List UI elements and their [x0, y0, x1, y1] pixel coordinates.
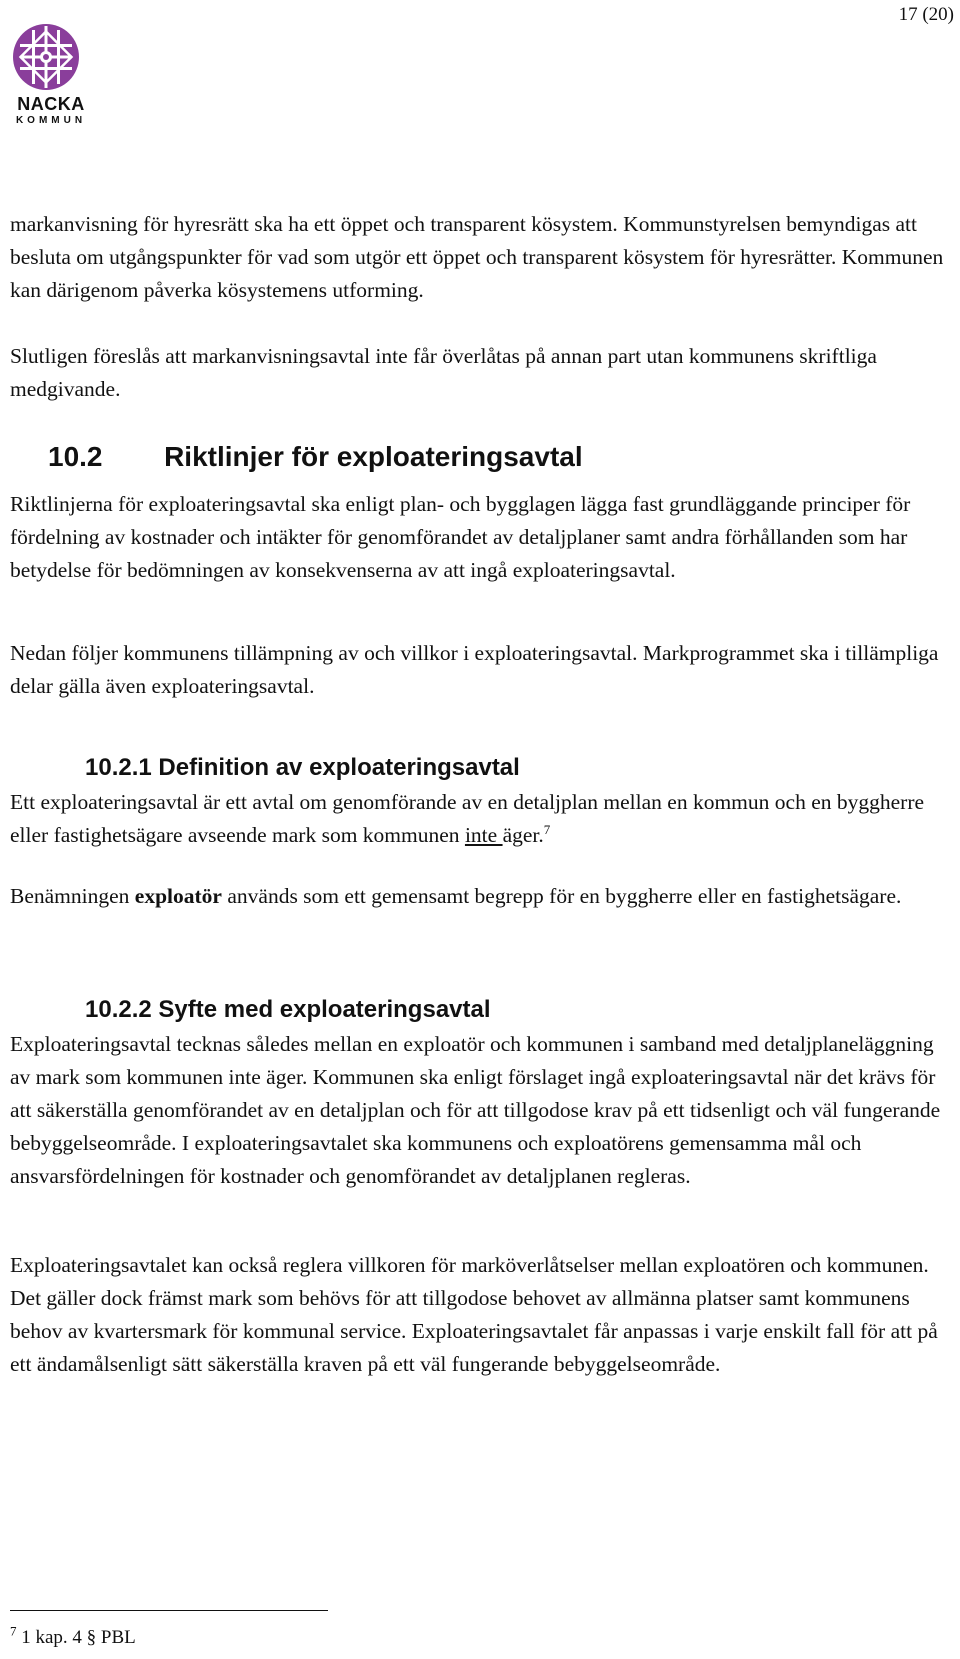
paragraph-benamning: [10, 880, 955, 913]
paragraph-kosystem: markanvisning för hyresrätt ska ha ett öppet och transparent kösystem. Kommunstyrelsen bemyndigas att besluta om utgångspunkter för vad som utgör ett öppet och transparent kösystem för hyresrätter. Kommunen kan därigenom påverka kösystemens utforming.: [10, 212, 944, 302]
definition-end: äger.: [502, 823, 544, 847]
paragraph-syfte: Exploateringsavtal tecknas således mellan en exploatör och kommunen i samband med detaljplaneläggning av mark som kommunen inte äger. Kommunen ska enligt förslaget ingå exploateringsavtal när det krävs för att säkerställa genomförandet av en detaljplan och för att tillgodose krav på ett tidsenligt och väl fungerande bebyggelseområde. I exploateringsavtalet ska kommunens och exploatörens gemensamma mål och ansvarsfördelningen för kostnader och genomförandet av detaljplanen regleras.: [10, 1032, 941, 1188]
paragraph-overlatelse: Slutligen föreslås att markanvisningsavtal inte får överlåtas på annan part utan kommunens skriftliga medgivande.: [10, 344, 877, 401]
footnote: [10, 1623, 136, 1650]
section-heading-10-2-1: 10.2.1 Definition av exploateringsavtal: [85, 754, 520, 781]
paragraph-markoverlatelser: Exploateringsavtalet kan också reglera villkoren för marköverlåtselser mellan exploatören och kommunen. Det gäller dock främst mark som behövs för att tillgodose behovet av allmänna platser samt kommunens behov av kvartersmark för kommunal service. Exploateringsavtalet får anpassas i varje enskilt fall för att på ett ändamålsenligt sätt säkerställa kraven på ett väl fungerande bebyggelseområde.: [10, 1253, 938, 1376]
nacka-kommun-logo: [8, 21, 86, 133]
paragraph-tillampning: Nedan följer kommunens tillämpning av och villkor i exploateringsavtal. Markprogrammet ska i tillämpliga delar gälla även exploateringsavtal.: [10, 641, 939, 698]
section-heading-10-2: [48, 440, 583, 474]
definition-underlined: inte: [464, 823, 503, 847]
logo-wordmark: NACKA: [17, 94, 85, 114]
logo-emblem-icon: [8, 21, 86, 93]
logo-subtitle: KOMMUN: [15, 115, 87, 126]
page-number: 17 (20): [898, 4, 954, 25]
benamning-after: används som ett gemensamt begrepp för en byggherre eller en fastighetsägare.: [221, 884, 902, 908]
footnote-ref: 7: [543, 821, 551, 837]
definition-text: Ett exploateringsavtal är ett avtal om genomförande av en detaljplan mellan en kommun och en byggherre eller fastighetsägare avseende mark som kommunen: [10, 790, 925, 847]
section-heading-10-2-2: 10.2.2 Syfte med exploateringsavtal: [85, 996, 491, 1023]
footnote-text: 1 kap. 4 § PBL: [16, 1627, 136, 1648]
paragraph-riktlinjer: Riktlinjerna för exploateringsavtal ska enligt plan- och bygglagen lägga fast grundläggande principer för fördelning av kostnader och intäkter för genomförandet av detaljplaner samt andra förhållanden som har betydelse för bedömningen av konsekvenserna av att ingå exploateringsavtal.: [10, 492, 911, 582]
section-number: 10.2: [48, 441, 103, 472]
term-exploator: exploatör: [134, 884, 222, 908]
benamning-before: Benämningen: [10, 884, 135, 908]
footnote-number: 7: [10, 1623, 17, 1639]
section-title: Riktlinjer för exploateringsavtal: [164, 441, 583, 472]
footnote-divider: [10, 1610, 328, 1611]
paragraph-definition: [10, 786, 955, 852]
